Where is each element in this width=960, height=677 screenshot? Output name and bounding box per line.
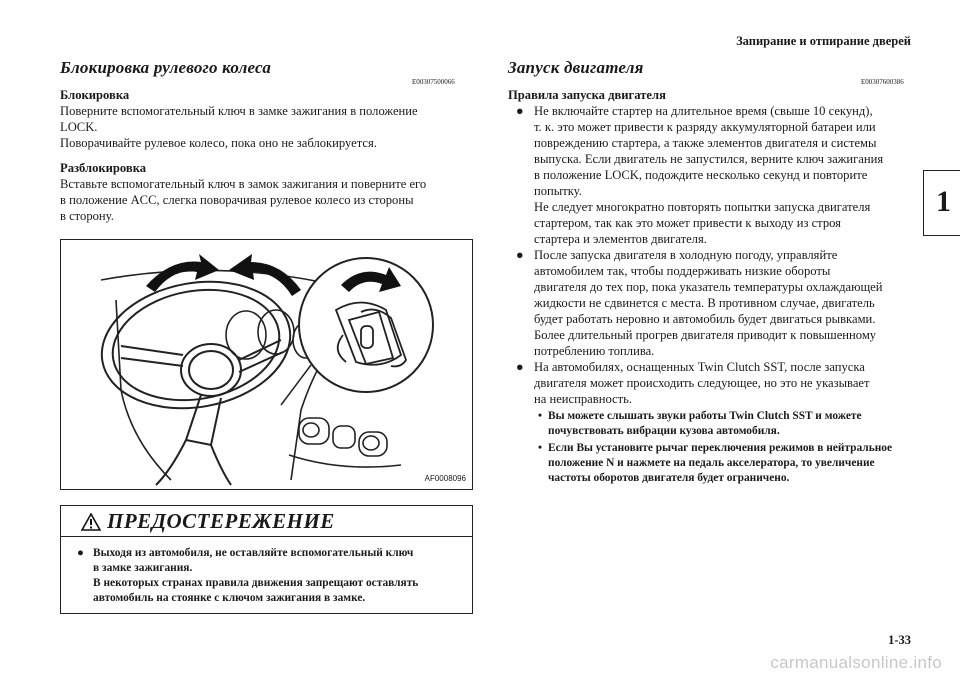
sub-bullet-dot: • — [538, 442, 542, 454]
sub-line: частоты оборотов двигателя будет ограничено. — [548, 472, 790, 484]
steering-wheel-drawing — [92, 267, 301, 485]
figure-code: AF0008096 — [424, 474, 466, 483]
rule-line: двигателя до тех пор, пока указатель температуры охлаждающей — [534, 280, 883, 294]
left-section-heading — [60, 58, 472, 78]
warning-line: В некоторых странах правила движения запрещают оставлять — [93, 577, 419, 589]
bullet-dot: ● — [516, 248, 524, 262]
rule-line: потреблению топлива. — [534, 344, 655, 358]
sub-line: Вы можете слышать звуки работы Twin Clutch SST и можете — [548, 410, 862, 422]
rule-item-1 — [508, 103, 920, 247]
rule-line: На автомобилях, оснащенных Twin Clutch SST, после запуска — [534, 360, 865, 374]
page-number: 1-33 — [888, 633, 911, 647]
lock-line: Поверните вспомогательный ключ в замке зажигания в положение — [60, 104, 418, 118]
watermark: carmanualsonline.info — [770, 653, 942, 672]
warning-line: в замке зажигания. — [93, 562, 193, 574]
rule-line: выпуска. Если двигатель не запустился, верните ключ зажигания — [534, 152, 884, 166]
lock-heading: Блокировка — [60, 88, 130, 102]
steering-ignition-illustration — [60, 239, 473, 490]
unlock-line: в сторону. — [60, 209, 114, 223]
right-section-code: E00307600386 — [861, 78, 904, 86]
unlock-block — [60, 160, 472, 224]
rule-line: жидкости не сдвинется с места. В противном случае, двигатель — [534, 296, 875, 310]
rule-line: Не включайте стартер на длительное время (свыше 10 секунд), — [534, 104, 873, 118]
warning-box — [60, 505, 473, 614]
rule-line: автомобилем так, чтобы поддерживать низкие обороты — [534, 264, 831, 278]
warning-line: Выходя из автомобиля, не оставляйте вспомогательный ключ — [93, 547, 414, 559]
right-section-heading — [508, 58, 920, 78]
warning-line: автомобиль на стоянке с ключом зажигания в замке. — [93, 592, 366, 604]
warning-title: ПРЕДОСТЕРЕЖЕНИЕ — [107, 509, 335, 533]
rule-line: повреждению стартера, а также элементов двигателя и системы — [534, 136, 877, 150]
unlock-heading: Разблокировка — [60, 161, 147, 175]
sub-item-1 — [508, 409, 920, 439]
unlock-line: Вставьте вспомогательный ключ в замок зажигания и поверните его — [60, 177, 427, 191]
sub-line: положение N и нажмете на педаль акселератора, то увеличение — [548, 457, 875, 469]
warning-header — [61, 506, 472, 537]
rule-line: стартером, так как это может привести к выходу из строя — [534, 216, 841, 230]
rule-item-3 — [508, 359, 920, 407]
rule-line: Более длительный прогрев двигателя приводит к повышенному — [534, 328, 877, 342]
bullet-dot: ● — [77, 547, 84, 559]
rule-line: Не следует многократно повторять попытки запуска двигателя — [534, 200, 871, 214]
rule-line: т. к. это может привести к разряду аккумуляторной батареи или — [534, 120, 876, 134]
rule-line: двигателя может происходить следующее, но это не указывает — [534, 376, 870, 390]
warning-body — [77, 546, 462, 606]
chapter-tab — [923, 170, 960, 236]
warning-triangle-icon — [81, 513, 101, 531]
rule-line: стартера и элементов двигателя. — [534, 232, 707, 246]
sub-item-2 — [508, 441, 920, 486]
section-title-steering-lock: Блокировка рулевого колеса — [60, 58, 272, 77]
rule-line: на неисправность. — [534, 392, 633, 406]
illustration-drawing — [61, 240, 472, 489]
sub-line: Если Вы установите рычаг переключения режимов в нейтральное — [548, 442, 893, 454]
running-header: Запирание и отпирание дверей — [736, 34, 911, 48]
rule-line: попытку. — [534, 184, 582, 198]
key-detail-circle — [281, 258, 433, 405]
bullet-dot: ● — [516, 104, 524, 118]
section-title-engine-start: Запуск двигателя — [508, 58, 644, 77]
bullet-dot: ● — [516, 360, 524, 374]
sub-line: почувствовать вибрации кузова автомобиля. — [548, 425, 780, 437]
lock-line: Поворачивайте рулевое колесо, пока оно не заблокируется. — [60, 136, 377, 150]
rules-heading: Правила запуска двигателя — [508, 88, 666, 102]
sub-bullet-dot: • — [538, 410, 542, 422]
rule-item-2 — [508, 247, 920, 359]
rule-line: будет работать неровно и автомобиль будет двигаться рывками. — [534, 312, 876, 326]
left-section-code: E00307500066 — [412, 78, 455, 86]
unlock-line: в положение ACC, слегка поворачивая рулевое колесо из стороны — [60, 193, 414, 207]
lock-line: LOCK. — [60, 120, 98, 134]
chapter-number: 1 — [936, 185, 951, 218]
engine-start-rules — [508, 87, 920, 486]
lock-block — [60, 87, 472, 151]
rule-line: После запуска двигателя в холодную погоду, управляйте — [534, 248, 838, 262]
rule-line: в положение LOCK, подождите несколько секунд и повторите — [534, 168, 868, 182]
